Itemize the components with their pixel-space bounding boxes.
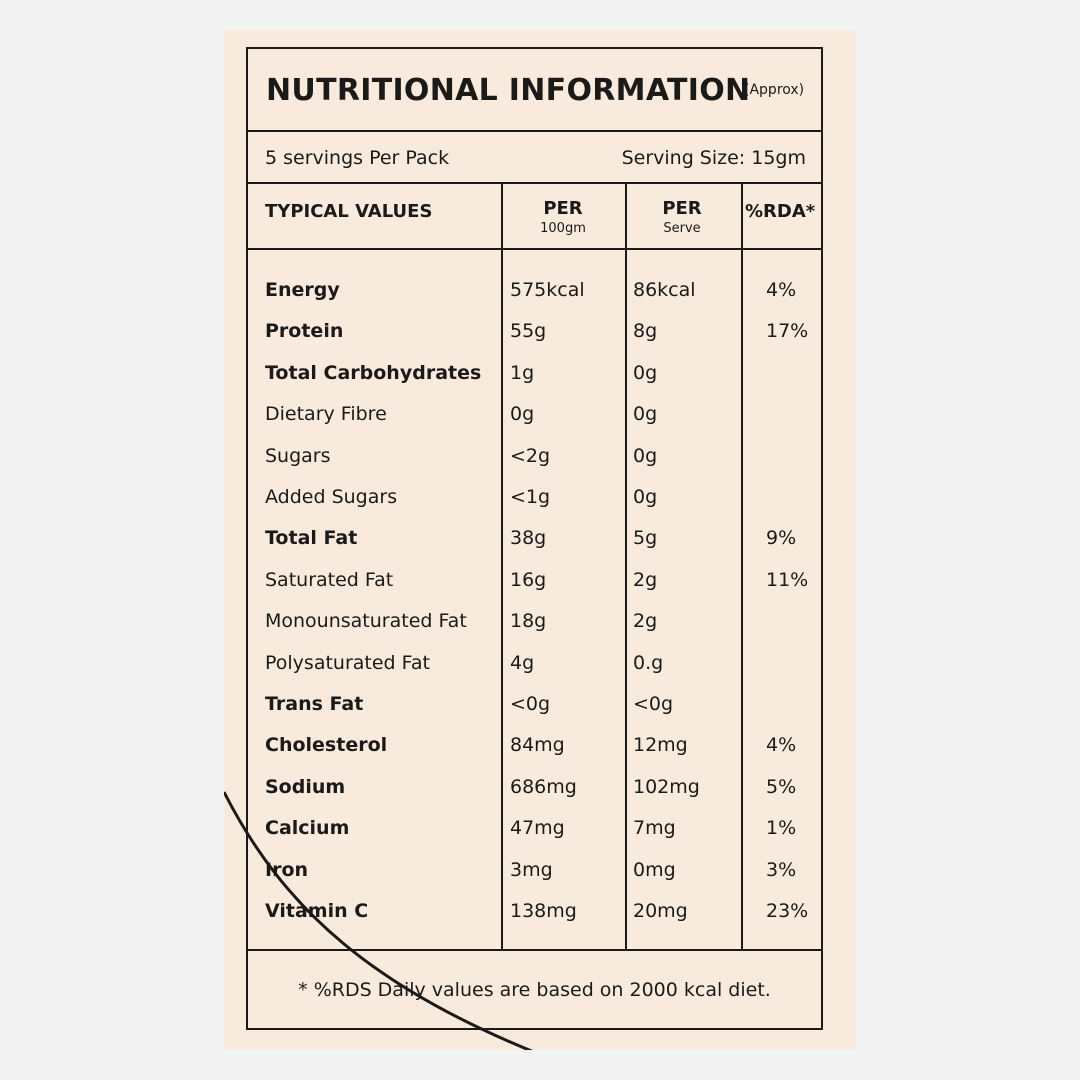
- nutrient-per-100gm: 84mg: [510, 734, 565, 757]
- nutrient-per-100gm: <1g: [510, 486, 551, 508]
- nutrient-row: [248, 279, 821, 320]
- nutrient-name: Polysaturated Fat: [265, 651, 430, 674]
- nutrient-per-100gm: 138mg: [510, 900, 577, 922]
- nutrient-per-serve: 102mg: [633, 775, 700, 798]
- nutrient-name: Protein: [265, 320, 344, 343]
- header-per-serve: [624, 198, 740, 236]
- nutrient-per-serve: 0mg: [633, 858, 676, 881]
- nutrient-per-serve: <0g: [633, 693, 674, 715]
- header-per-100gm: [503, 198, 623, 236]
- nutrient-name: Saturated Fat: [265, 568, 394, 591]
- nutrition-table: [246, 47, 823, 1030]
- nutrient-per-100gm: 18g: [510, 610, 547, 633]
- nutrient-per-100gm: <0g: [510, 693, 551, 715]
- header-per-100gm-main: PER: [543, 198, 583, 219]
- nutrient-name: Cholesterol: [265, 734, 388, 757]
- header-per-serve-sub: Serve: [663, 221, 701, 236]
- nutrient-per-100gm: 0g: [510, 403, 535, 426]
- nutrient-row: [248, 362, 821, 403]
- nutrient-row: [248, 486, 821, 527]
- nutrient-row: [248, 445, 821, 486]
- nutrient-name: Iron: [265, 858, 309, 881]
- serving-row: [248, 132, 821, 184]
- nutrient-per-serve: 8g: [633, 320, 658, 343]
- nutrient-rda: 11%: [766, 568, 809, 591]
- nutrient-per-serve: 0g: [633, 403, 658, 426]
- nutrient-name: Monounsaturated Fat: [265, 610, 467, 633]
- nutrient-rda: 5%: [766, 775, 797, 798]
- nutrient-per-serve: 0g: [633, 444, 658, 467]
- nutrient-name: Total Carbohydrates: [265, 361, 482, 384]
- label-title: NUTRITIONAL INFORMATION: [266, 73, 751, 108]
- nutrient-rda: 1%: [766, 817, 797, 840]
- nutrient-per-100gm: 55g: [510, 320, 547, 343]
- nutrient-row: [248, 817, 821, 858]
- nutrient-per-100gm: 4g: [510, 651, 535, 674]
- nutrient-name: Total Fat: [265, 527, 358, 550]
- nutrient-name: Sodium: [265, 775, 346, 798]
- nutrient-row: [248, 403, 821, 444]
- nutrient-row: [248, 652, 821, 693]
- nutrient-rda: 17%: [766, 320, 809, 343]
- nutrient-row: [248, 610, 821, 651]
- nutrient-row: [248, 776, 821, 817]
- nutrient-per-100gm: 3mg: [510, 858, 553, 881]
- header-per-100gm-sub: 100gm: [540, 221, 586, 236]
- nutrient-row: [248, 900, 821, 941]
- nutrient-name: Sugars: [265, 444, 331, 467]
- nutrient-rda: 4%: [766, 734, 797, 757]
- serving-size: Serving Size: 15gm: [621, 147, 806, 169]
- nutrient-per-serve: 0.g: [633, 651, 664, 674]
- nutrient-per-serve: 12mg: [633, 734, 688, 757]
- nutrient-per-100gm: 1g: [510, 361, 535, 384]
- nutrient-row: [248, 859, 821, 900]
- footer-row: [248, 949, 821, 1032]
- nutrient-per-serve: 5g: [633, 527, 658, 550]
- nutrient-row: [248, 693, 821, 734]
- title-row: [248, 49, 821, 132]
- nutrient-per-serve: 0g: [633, 361, 658, 384]
- nutrient-name: Energy: [265, 279, 340, 301]
- footnote: * %RDS Daily values are based on 2000 kcal diet.: [298, 979, 771, 1001]
- nutrient-per-serve: 7mg: [633, 817, 676, 840]
- header-rda: %RDA*: [745, 201, 816, 222]
- nutrient-per-100gm: <2g: [510, 444, 551, 467]
- title-note: (Approx): [744, 82, 805, 98]
- nutrient-name: Vitamin C: [265, 900, 369, 922]
- nutrition-label-card: [224, 30, 856, 1050]
- nutrient-name: Calcium: [265, 817, 350, 840]
- nutrient-per-serve: 20mg: [633, 900, 688, 922]
- header-typical-values: TYPICAL VALUES: [265, 201, 433, 222]
- nutrient-per-serve: 2g: [633, 568, 658, 591]
- nutrient-row: [248, 320, 821, 361]
- nutrient-per-serve: 2g: [633, 610, 658, 633]
- nutrient-row: [248, 527, 821, 568]
- nutrient-row: [248, 734, 821, 775]
- column-header-row: [248, 184, 821, 250]
- nutrient-name: Added Sugars: [265, 486, 398, 508]
- nutrient-rda: 23%: [766, 900, 809, 922]
- nutrient-per-100gm: 47mg: [510, 817, 565, 840]
- servings-per-pack: 5 servings Per Pack: [265, 147, 450, 169]
- nutrient-per-serve: 0g: [633, 486, 658, 508]
- nutrient-per-100gm: 38g: [510, 527, 547, 550]
- nutrient-name: Trans Fat: [265, 693, 364, 715]
- nutrient-per-100gm: 575kcal: [510, 279, 585, 301]
- nutrient-name: Dietary Fibre: [265, 403, 387, 426]
- nutrient-per-100gm: 686mg: [510, 775, 577, 798]
- nutrient-rda: 9%: [766, 527, 797, 550]
- nutrient-row: [248, 569, 821, 610]
- header-per-serve-main: PER: [662, 198, 702, 219]
- nutrient-rda: 4%: [766, 279, 797, 301]
- nutrient-per-serve: 86kcal: [633, 279, 696, 301]
- nutrient-rda: 3%: [766, 858, 797, 881]
- nutrient-per-100gm: 16g: [510, 568, 547, 591]
